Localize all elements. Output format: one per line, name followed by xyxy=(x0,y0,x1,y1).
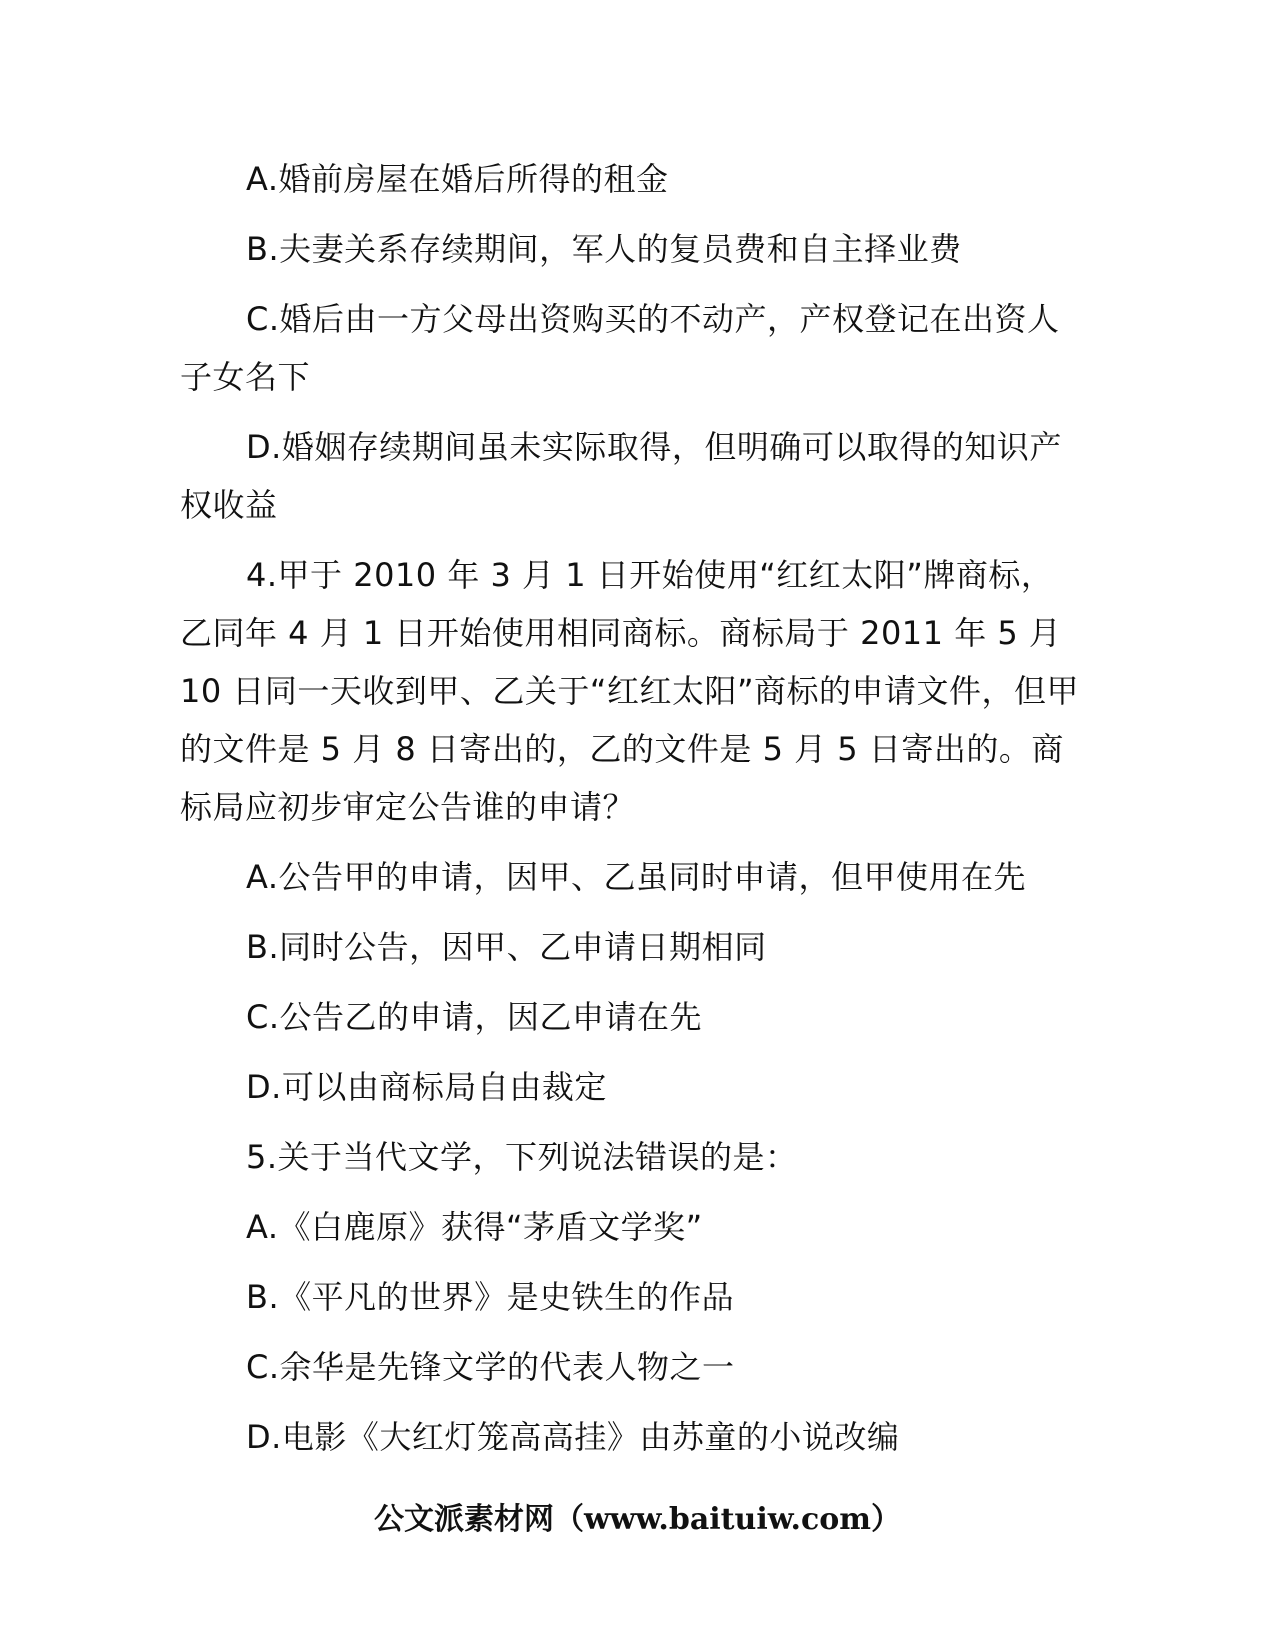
option-d-q5: D.电影《大红灯笼高高挂》由苏童的小说改编 xyxy=(246,1418,900,1456)
option-b-q3: B.夫妻关系存续期间，军人的复员费和自主择业费 xyxy=(246,230,962,268)
question-5: 5.关于当代文学，下列说法错误的是： xyxy=(246,1138,798,1176)
question-4: 4.甲于 2010 年 3 月 1 日开始使用“红红太阳”牌商标，乙同年 4 月 1 日开始使用相同商标。商标局于 2011 年 5 月 10 日同一天收到甲、乙关于“红红太阳”商标的申请文件，但甲的文件是 5 月 8 日寄出的，乙的文件是 5 月 5 日寄出的。商标局应初步审定公告谁的申请？ xyxy=(180,556,1080,826)
option-c-q4: C.公告乙的申请，因乙申请在先 xyxy=(246,998,703,1036)
option-d-q3: D.婚姻存续期间虽未实际取得，但明确可以取得的知识产权收益 xyxy=(180,428,1062,524)
option-a-q5: A.《白鹿原》获得“茅盾文学奖” xyxy=(246,1208,703,1246)
option-c-q5: C.余华是先锋文学的代表人物之一 xyxy=(246,1348,735,1386)
option-a-q3: A.婚前房屋在婚后所得的租金 xyxy=(246,160,669,198)
option-a-q4: A.公告甲的申请，因甲、乙虽同时申请，但甲使用在先 xyxy=(246,858,1027,896)
footer-source: 公文派素材网（www.baituiw.com） xyxy=(373,1502,902,1537)
option-b-q5: B.《平凡的世界》是史铁生的作品 xyxy=(246,1278,735,1316)
option-d-q4: D.可以由商标局自由裁定 xyxy=(246,1068,607,1106)
option-c-q3: C.婚后由一方父母出资购买的不动产，产权登记在出资人子女名下 xyxy=(180,300,1060,396)
option-b-q4: B.同时公告，因甲、乙申请日期相同 xyxy=(246,928,767,966)
document-body xyxy=(180,150,1080,1478)
